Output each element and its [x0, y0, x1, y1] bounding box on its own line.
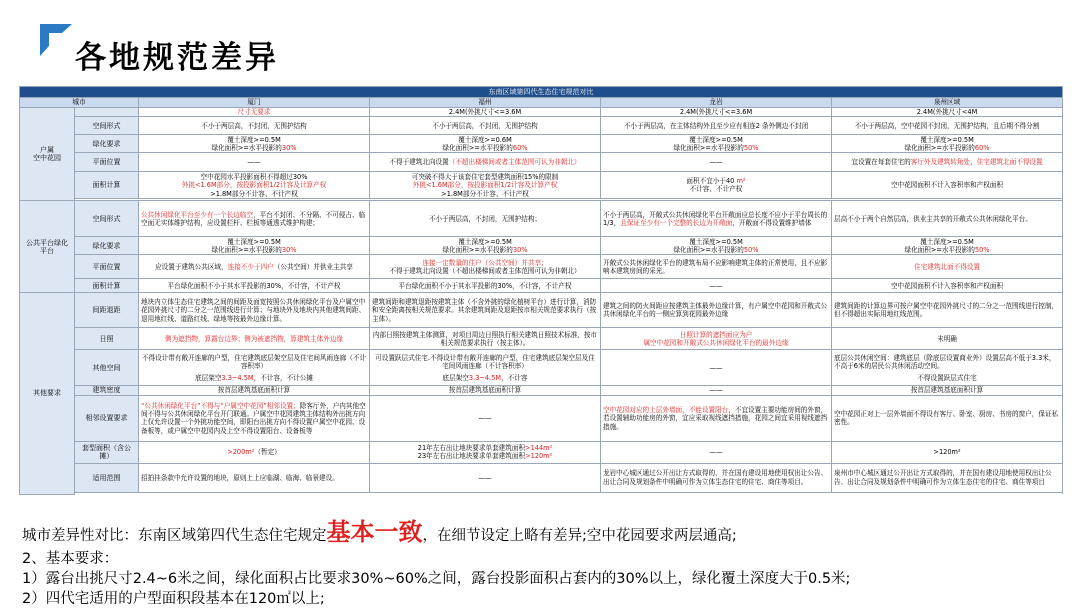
header-city-label: 城市 — [20, 98, 139, 108]
table-cell: 建筑之间的防火间距应按建筑主体最外边缘计算，有户属空中花园和开敞式公共休闲绿化平台的一侧应算到花园最外边缘 — [601, 293, 832, 328]
cell-text: 绿化面积>=水平投影的 — [211, 143, 282, 152]
summary-line-4: 2）四代宅适用的户型面积段基本在120㎡以上; — [22, 591, 325, 607]
table-cell: 建筑间距的计算边界可按户属空中花园外挑尺寸的二分之一范围线进行控制，但不得超出实际用地红线范围。 — [832, 293, 1063, 328]
cell-text: 宜设置在每套住宅的 — [851, 158, 911, 167]
summary-line-1 — [22, 515, 1062, 549]
table-cell — [370, 255, 601, 279]
cell-highlight: 外挑<1.6M部分，按投影面积1/2计容及计算产权 — [412, 181, 558, 190]
table-cell — [601, 135, 832, 153]
cell-text: 覆土深度>=0.5M — [920, 135, 974, 144]
table-row — [20, 386, 1063, 395]
cell-text — [141, 144, 367, 152]
cell-text: >1.8M部分不计容、不计产权 — [210, 189, 298, 198]
page-title: 各地规范差异 — [75, 40, 279, 76]
cell-highlight: 日照计算的遮挡面应为户 — [679, 330, 753, 339]
table-cell — [139, 135, 370, 153]
cell-text: 不得于建筑北向设置（不超出楼梯间或者主体范围可认为非朝北） — [389, 266, 581, 275]
cell-highlight: 60% — [512, 143, 528, 152]
table-cell — [370, 237, 601, 255]
cell-text: 绿化面积>=水平投影的 — [211, 245, 282, 254]
cell-text: 空中花园水平投影面积不得超过30% — [200, 172, 308, 181]
cell-highlight: 公共休闲绿化平台至少有一个长边临空 — [141, 210, 254, 219]
row-label: 平面位置 — [75, 153, 139, 172]
row-label — [75, 108, 139, 117]
table-cell — [139, 395, 370, 441]
table-cell: 地块内立体生态住宅建筑之间的间距及面宽按照公共休闲绿化平台及户属空中花园外挑尺寸的二分之一范围线进行计算；与地块外及地块内其他建筑间距、退用地红线、道路红线、绿地等按最外边缘计算。 — [139, 293, 370, 328]
cell-text: （公共空间）并供业主共享 — [273, 262, 353, 271]
cell-text: 底层架空 — [195, 373, 222, 382]
cell-text: 底层架空 — [442, 373, 469, 382]
cell-text: 不得于建筑北向设置 — [389, 158, 449, 167]
summary-text-part: 城市差异性对比：东南区域第四代生态住宅规定 — [22, 528, 327, 544]
row-label: 绿化要求 — [75, 135, 139, 153]
cell-text: 覆土深度>=0.5M — [920, 237, 974, 246]
cell-text — [603, 144, 829, 152]
cell-text: 覆土深度>=0.5M — [227, 135, 281, 144]
cell-highlight: 50% — [743, 143, 759, 152]
table-cell: 空中花园正对上一层外墙面不得设有客厅、卧室、厨房、书房的窗户，保证私密性。 — [832, 395, 1063, 441]
table-cell — [832, 153, 1063, 172]
cell-highlight: 3.3~4.5M — [221, 373, 254, 382]
corner-bracket-icon — [40, 24, 72, 56]
comparison-table-container — [19, 86, 1062, 495]
table-cell: 按首层建筑基底面积计算 — [832, 386, 1063, 395]
table-cell — [139, 237, 370, 255]
table-cell: 平台绿化面积不小于其水平投影的30%，不计容，不计产权 — [370, 279, 601, 293]
row-label: 建筑密度 — [75, 386, 139, 395]
cell-text: ， — [970, 158, 977, 167]
summary-text — [22, 515, 1062, 609]
table-cell: 泉州市中心城区通过公开出让方式取得的，并在国有建设用地使用权出让公告、出让合同及规划条件中明确可作为立体生态住宅的住宅、商住等项目 — [832, 463, 1063, 492]
cell-highlight: 且保证至少有一个完整的长边为开敞面 — [620, 218, 733, 227]
table-row — [20, 201, 1063, 237]
cell-highlight: 连接不少于四户 — [227, 262, 274, 271]
table-row — [20, 293, 1063, 328]
header-city-longyan: 龙岩 — [601, 98, 832, 108]
row-label: 相邻设置要求 — [75, 395, 139, 441]
cell-text: 可突破不得大于该套住宅套型建筑面积15%的限制 — [411, 172, 559, 181]
table-cell: —— — [601, 350, 832, 386]
table-cell: —— — [601, 441, 832, 463]
cell-text: 底层公共休闲空间：建筑底层（除底层设置商业外）设置层高不低于3.3米，不高于6米的居民公共休闲活动空间。 — [834, 353, 1056, 371]
table-row — [20, 117, 1063, 135]
cell-text: 面积不宜小于40 — [686, 177, 737, 185]
table-cell — [601, 395, 832, 441]
table-cell: 平台绿化面积不小于其水平投影的30%，不计容，不计产权 — [139, 279, 370, 293]
cell-text: 除客厅外，户内其他空间不得与公共休闲绿化平台开门联通。户属空中花园建筑主体结构外出挑方向上仅允许设置一个外挑功能空间，即阳台出挑方向不得设置户属空中花园、设备板等，或户属空中花园内及上空不得设置阳台、设备板等 — [141, 401, 366, 435]
table-cell — [139, 255, 370, 279]
table-cell: 2.4M(外挑尺寸<=3.6M — [601, 108, 832, 117]
table-cell: —— — [601, 153, 832, 172]
cell-text: 23年左右出让地块要求单套建筑面积 — [417, 452, 526, 461]
table-cell: 内部日照按建筑主体测算，对项目周边日照执行相关建筑日照技术标准，按市相关规范要求执行（按主体）。 — [370, 328, 601, 350]
table-row — [20, 237, 1063, 255]
table-header-row — [20, 98, 1063, 108]
cell-text: 绿化面积>=水平投影的 — [442, 245, 513, 254]
table-title: 东南区域第四代生态住宅规范对比 — [20, 87, 1063, 98]
row-label: 日照 — [75, 328, 139, 350]
cell-text: 覆土深度>=0.5M — [227, 237, 281, 246]
cell-highlight: m² — [736, 177, 746, 185]
table-row — [20, 463, 1063, 492]
cell-highlight: 连接一定数量的住户（公共空间）并共享； — [422, 258, 548, 267]
cell-text: ，不计容 — [501, 373, 528, 382]
table-cell — [139, 350, 370, 386]
cell-highlight: 3.3~4.5M — [468, 373, 502, 382]
table-cell — [601, 328, 832, 350]
table-cell: 不小于两层高，在主体结构外且至少应有相连2 条外侧边不封闭 — [601, 117, 832, 135]
table-cell — [601, 172, 832, 199]
cell-text — [372, 246, 598, 254]
table-cell — [139, 201, 370, 237]
cell-highlight: 50% — [743, 245, 759, 254]
table-cell: 建筑间距和建筑退距按建筑主体（不含外挑的绿化植树平台）进行计算，消防和安全距离按相关规范要求。其余建筑间距及退距按市相关规范要求执行（按主体）。 — [370, 293, 601, 328]
table-cell: 2.4M(外挑尺寸<=3.6M — [370, 108, 601, 117]
cell-text: 绿化面积>=水平投影的 — [904, 245, 975, 254]
cell-text: 可设置跃层式住宅.不得设计带有敞开连廊的户型，住宅建筑底层架空层及住宅间风雨连廊（不计容积率） — [375, 353, 595, 371]
cell-text: 绿化面积>=水平投影的 — [673, 245, 744, 254]
table-cell: 住宅建筑北面不得设置 — [832, 255, 1063, 279]
table-cell — [370, 153, 601, 172]
table-row — [20, 153, 1063, 172]
table-cell: 尺寸无要求 — [139, 108, 370, 117]
cell-highlight: 30% — [281, 245, 297, 254]
table-cell: 不小于两层高，空中花园不封闭，无围护结构，且后期不得分割 — [832, 117, 1063, 135]
group-label-other: 其他要求 — [20, 293, 75, 494]
row-label: 适用范围 — [75, 463, 139, 492]
cell-highlight: 住宅建筑北面不得设置 — [976, 158, 1043, 167]
table-cell: >120m² — [832, 441, 1063, 463]
table-row — [20, 135, 1063, 153]
table-row — [20, 441, 1063, 463]
header-city-quanzhou: 泉州区域 — [832, 98, 1063, 108]
table-cell: —— — [139, 153, 370, 172]
cell-highlight: >120m² — [525, 452, 553, 461]
cell-text: 绿化面积>=水平投影的 — [442, 143, 513, 152]
cell-text — [834, 144, 1060, 152]
cell-text — [141, 374, 367, 382]
table-row — [20, 328, 1063, 350]
table-cell — [370, 441, 601, 463]
table-row-spacer — [20, 492, 1063, 494]
table-cell: 不小于两层高，不封闭，无围护结构； — [370, 201, 601, 237]
group-label-public-platform: 公共平台绿化 平台 — [20, 201, 75, 293]
cell-text — [372, 452, 598, 460]
table-row — [20, 395, 1063, 441]
table-cell — [139, 172, 370, 199]
cell-text — [141, 246, 367, 254]
row-label: 空间形式 — [75, 117, 139, 135]
table-cell: —— — [601, 279, 832, 293]
cell-highlight: 50% — [974, 245, 990, 254]
cell-highlight: >200 — [227, 448, 246, 457]
row-label: 间距退距 — [75, 293, 139, 328]
cell-text: 不小于两层高，开敞式公共休闲绿化平台开敞面应总长度不应小于平台周长的1/3， — [603, 210, 828, 227]
cell-text: >1.8M部分不计容、不计产权 — [441, 189, 529, 198]
cell-text: （暂定） — [254, 448, 281, 457]
row-label: 面积计算 — [75, 279, 139, 293]
table-cell — [139, 441, 370, 463]
cell-highlight: 客厅外及建筑转角处 — [910, 158, 971, 167]
header-city-xiamen: 厦门 — [139, 98, 370, 108]
cell-text: 覆土深度>=0.6M — [458, 135, 512, 144]
cell-highlight: “公共休闲绿化平台”不得与“户属空中花园”相邻设置； — [141, 401, 300, 410]
table-cell: 龙岩中心城区通过公开出让方式取得的，并在国有建设用地使用权出让公告、出让合同及规划条件中明确可作为立体生态住宅的住宅、商住等项目。 — [601, 463, 832, 492]
cell-highlight: 60% — [974, 143, 990, 152]
table-cell: 2.4M(外挑尺寸<4M — [832, 108, 1063, 117]
header-city-fuzhou: 福州 — [370, 98, 601, 108]
table-cell: —— — [601, 386, 832, 395]
table-cell — [370, 350, 601, 386]
cell-text: 不得设计带有敞开连廊的户型，住宅建筑底层架空层及住宅间风雨连廊（不计容积率） — [141, 353, 367, 371]
row-label: 平面位置 — [75, 255, 139, 279]
cell-text: 覆土深度>=0.5M — [689, 135, 743, 144]
table-cell — [370, 135, 601, 153]
cell-highlight: 外挑<1.6M部分，按投影面积1/2计容及计算产权 — [181, 181, 327, 190]
table-row — [20, 350, 1063, 386]
cell-text: 覆土深度>=0.5M — [458, 237, 512, 246]
cell-text: 不计容、不计产权 — [689, 185, 743, 194]
cell-text — [372, 144, 598, 152]
cell-text: ，不计容，不计公摊 — [253, 373, 313, 382]
row-label: 空间形式 — [75, 201, 139, 237]
summary-line-3: 1）露台出挑尺寸2.4~6米之间，绿化面积占比要求30%~60%之间，露台投影面积占套内的30%以上，绿化覆土深度大于0.5米; — [22, 571, 851, 587]
group-label-sky-garden: 户属 空中花园 — [20, 108, 75, 201]
cell-text — [603, 246, 829, 254]
cell-highlight: 属空中花园和开敞式公共休闲绿化平台的最外边缘 — [643, 338, 789, 347]
table-cell: 不小于两层高，不封闭，无围护结构 — [370, 117, 601, 135]
table-cell: 空中花园面积不计入容积率和产权面积 — [832, 279, 1063, 293]
cell-highlight: 30% — [281, 143, 297, 152]
table-cell — [601, 237, 832, 255]
table-cell — [832, 135, 1063, 153]
cell-text: ，不宜设置主要功能房间的外窗，若设置辅助功能房的外窗，宜应采取视线遮挡措施，花园之间宜采用视线遮挡措施。 — [603, 405, 828, 431]
table-cell: 侧为遮挡物，算露台边界；侧为被遮挡物，算建筑主体外边缘 — [139, 328, 370, 350]
table-cell: 招拍挂条款中允许设置的地块，原则上上应临湖、临海、临景建设。 — [139, 463, 370, 492]
table-cell: 层高不小于两个自然层高，供业主共享的开敞式公共休闲绿化平台。 — [832, 201, 1063, 237]
table-cell: 开敞式公共休闲绿化平台的建筑布局不应影响建筑主体的正常使用，且不应影响本建筑房间的采光。 — [601, 255, 832, 279]
table-cell: 空中花园面积不计入容积率和产权面积 — [832, 172, 1063, 199]
table-cell: 按首层建筑基底面积计算 — [370, 386, 601, 395]
cell-text: 覆土深度>=0.5M — [689, 237, 743, 246]
table-title-row — [20, 87, 1063, 98]
cell-text: 应设置于建筑公共区域， — [155, 262, 228, 271]
table-cell — [370, 172, 601, 199]
row-label: 绿化要求 — [75, 237, 139, 255]
summary-line-2: 2、基本要求： — [22, 551, 119, 567]
comparison-table — [19, 86, 1063, 495]
table-cell: 未明确 — [832, 328, 1063, 350]
table-row — [20, 279, 1063, 293]
cell-text: ，平台不封闭、不分隔、不可侵占、临空面无实体维护结构，应设置栏杆、栏板等通透式维护构建； — [141, 210, 366, 227]
summary-text-part: ，在细节设定上略有差异;空中花园要求两层通高; — [422, 528, 737, 544]
table-cell — [832, 237, 1063, 255]
row-label: 其他空间 — [75, 350, 139, 386]
table-cell: 按首层建筑基底面积计算 — [139, 386, 370, 395]
cell-text: 不得设置跃层式住宅 — [917, 373, 977, 382]
cell-highlight: 30% — [512, 245, 528, 254]
table-row — [20, 172, 1063, 199]
cell-highlight: （不超出楼梯间或者主体范围可认为非朝北） — [448, 158, 581, 167]
cell-text — [372, 374, 598, 382]
cell-text: 绿化面积>=水平投影的 — [673, 143, 744, 152]
table-row — [20, 108, 1063, 117]
cell-text: ，开敞面不得设置维护墙体 — [732, 218, 812, 227]
table-cell: 不小于两层高，不封闭，无围护结构 — [139, 117, 370, 135]
table-cell — [832, 350, 1063, 386]
cell-text: 21年左右出让地块要求单套建筑面积 — [417, 443, 526, 452]
row-label: 套型面积（含公摊） — [75, 441, 139, 463]
spacer-cell — [75, 492, 1063, 494]
summary-highlight: 基本一致 — [326, 518, 423, 546]
table-cell: —— — [370, 463, 601, 492]
cell-highlight: 空中花园对应的上层外墙面，不能设置阳台 — [603, 405, 729, 414]
cell-highlight: >144m² — [525, 443, 553, 452]
table-cell: —— — [370, 395, 601, 441]
table-row — [20, 255, 1063, 279]
cell-highlight: m² — [245, 448, 255, 457]
row-label: 面积计算 — [75, 172, 139, 199]
cell-text — [834, 246, 1060, 254]
cell-text: 绿化面积>=水平投影的 — [904, 143, 975, 152]
table-cell — [601, 201, 832, 237]
